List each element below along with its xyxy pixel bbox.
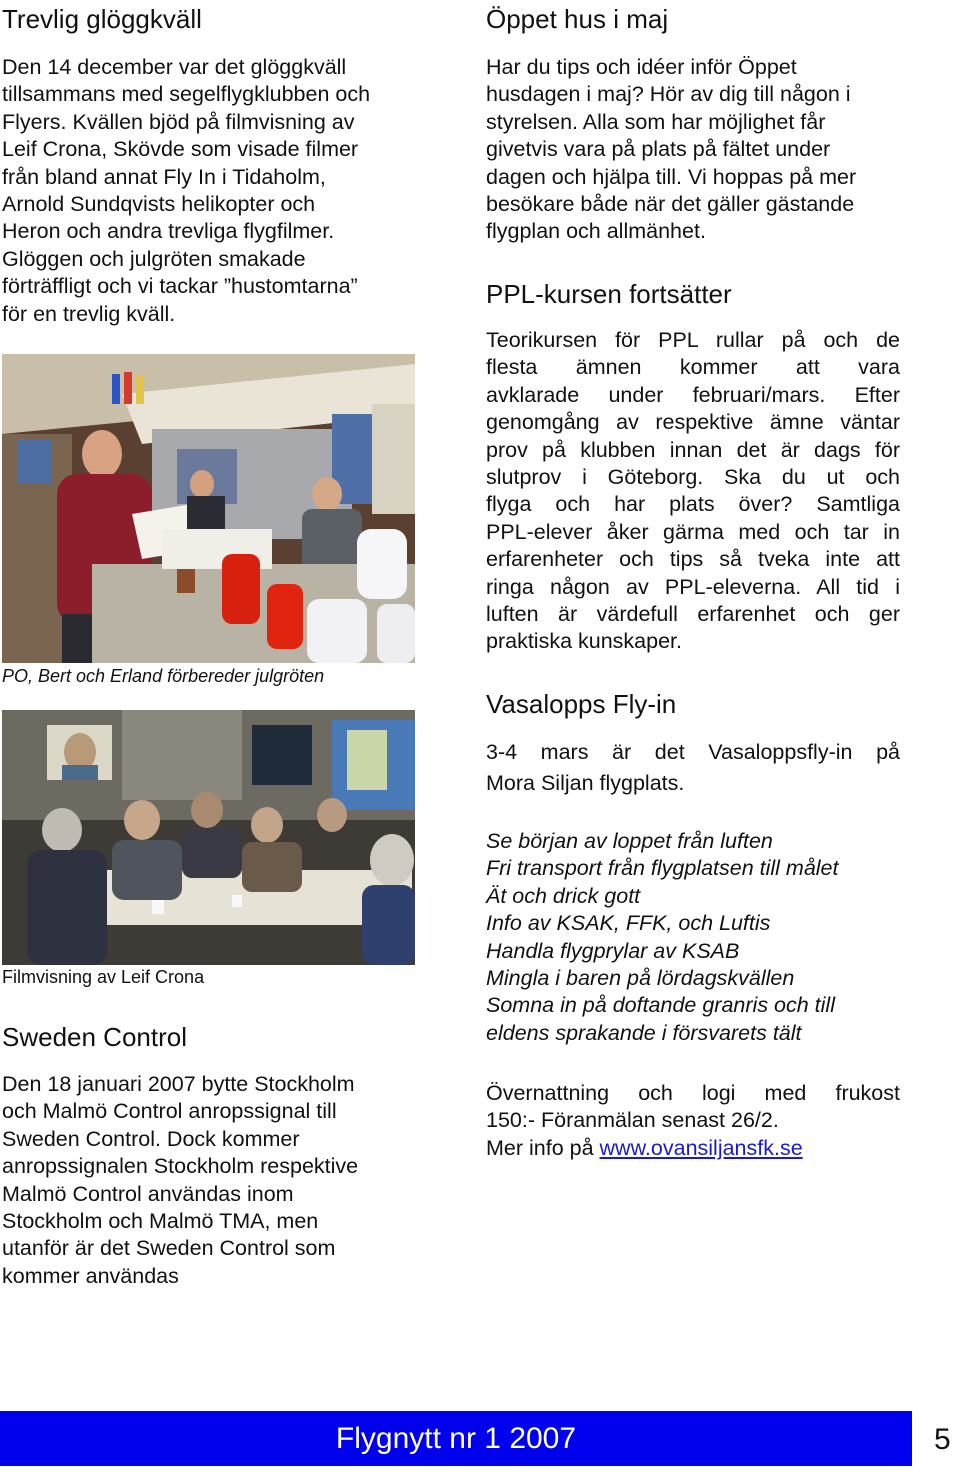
text-line: flesta ämnen kommer att vara bbox=[486, 355, 900, 380]
list-item: Handla flygprylar av KSAB bbox=[486, 938, 740, 963]
text-line: givetvis vara på plats på fältet under bbox=[486, 137, 831, 162]
list-item: Mingla i baren på lördagskvällen bbox=[486, 966, 795, 991]
footer-bar bbox=[0, 1411, 912, 1466]
heading-ppl: PPL-kursen fortsätter bbox=[486, 279, 732, 309]
list-item: Se början av loppet från luften bbox=[486, 829, 773, 853]
text-line: luften är värdefull erfarenhet och ger bbox=[486, 602, 900, 627]
heading-gloggkvall: Trevlig glöggkväll bbox=[2, 4, 202, 34]
text-line: besökare både när det gäller gästande bbox=[486, 192, 855, 217]
article-sweden-control bbox=[2, 1071, 442, 1290]
text-line: Den 18 januari 2007 bytte Stockholm bbox=[2, 1072, 355, 1096]
list-item: Somna in på doftande granris och till bbox=[486, 993, 835, 1018]
text-line: flyga och har plats över? Samtliga bbox=[486, 492, 900, 517]
text-line: tillsammans med segelflygklubben och bbox=[2, 82, 371, 107]
ovansiljansfk-link[interactable]: www.ovansiljansfk.se bbox=[599, 1135, 803, 1160]
text-line: Sweden Control. Dock kommer bbox=[2, 1126, 300, 1151]
text-line: avklarade under februari/mars. Efter bbox=[486, 382, 900, 407]
text-line: Leif Crona, Skövde som visade filmer bbox=[2, 137, 359, 162]
list-item: Info av KSAK, FFK, och Luftis bbox=[486, 911, 771, 936]
text-line: förträffligt och vi tackar ”hustomtarna” bbox=[2, 274, 358, 299]
vasalopp-activity-list bbox=[486, 828, 926, 1047]
text-line: Den 14 december var det glöggkväll bbox=[2, 55, 347, 79]
text-line: ringa någon av PPL-eleverna. All tid i bbox=[486, 574, 900, 599]
text-line: för en trevlig kväll. bbox=[2, 301, 176, 326]
text-line: styrelsen. Alla som har möjlighet får bbox=[486, 109, 826, 134]
article-gloggkvall bbox=[2, 54, 442, 328]
article-oppet-hus bbox=[486, 54, 900, 246]
article-vasalopp-intro bbox=[486, 737, 900, 799]
text-line: Mora Siljan flygplats. bbox=[486, 771, 685, 795]
list-item: Ät och drick gott bbox=[486, 883, 641, 908]
text-line: och Malmö Control anropssignal till bbox=[2, 1099, 337, 1124]
text-line: flygplan och allmänhet. bbox=[486, 219, 706, 244]
list-item: Fri transport från flygplatsen till målet bbox=[486, 856, 839, 881]
heading-vasalopp: Vasalopps Fly-in bbox=[486, 689, 677, 719]
text-line: Stockholm och Malmö TMA, men bbox=[2, 1209, 319, 1234]
photo-caption-julgrot: PO, Bert och Erland förbereder julgröten bbox=[2, 666, 325, 686]
text-line: dagen och hjälpa till. Vi hoppas på mer bbox=[486, 164, 857, 189]
text-line: prov på klubben innan det är dags för bbox=[486, 437, 900, 462]
text-line: kommer användas bbox=[2, 1263, 179, 1288]
text-line: erfarenheter och tips så tveka inte att bbox=[486, 547, 900, 572]
text-line: 150:- Föranmälan senast 26/2. bbox=[486, 1108, 779, 1133]
photo-caption-filmvisning: Filmvisning av Leif Crona bbox=[2, 967, 205, 987]
heading-sweden-control: Sweden Control bbox=[2, 1022, 187, 1052]
text-line: 3-4 mars är det Vasaloppsfly-in på bbox=[486, 740, 900, 764]
text-line: Har du tips och idéer inför Öppet bbox=[486, 55, 797, 79]
vasalopp-info bbox=[486, 1080, 900, 1162]
photo-filmvisning bbox=[2, 710, 415, 965]
text-line: Teorikursen för PPL rullar på och de bbox=[486, 328, 900, 352]
text-line: Malmö Control användas inom bbox=[2, 1181, 294, 1206]
text-line: Flyers. Kvällen bjöd på filmvisning av bbox=[2, 109, 355, 134]
text-line: PPL-elever åker gärma med och tar in bbox=[486, 519, 900, 544]
text-line: slutprov i Göteborg. Ska du ut och bbox=[486, 465, 900, 490]
text-line: husdagen i maj? Hör av dig till någon i bbox=[486, 82, 851, 107]
list-item: eldens sprakande i försvarets tält bbox=[486, 1020, 802, 1045]
more-info-prefix: Mer info på bbox=[486, 1135, 600, 1160]
text-line: praktiska kunskaper. bbox=[486, 629, 682, 654]
text-line: Övernattning och logi med frukost bbox=[486, 1081, 900, 1105]
article-ppl bbox=[486, 327, 900, 656]
footer-title: Flygnytt nr 1 2007 bbox=[335, 1422, 577, 1455]
more-info-line bbox=[486, 1135, 900, 1162]
text-line: från bland annat Fly In i Tidaholm, bbox=[2, 164, 326, 189]
photo-julgrot bbox=[2, 354, 415, 663]
text-line: anropssignalen Stockholm respektive bbox=[2, 1154, 359, 1179]
text-line: Heron och andra trevliga flygfilmer. bbox=[2, 219, 335, 244]
heading-oppet-hus: Öppet hus i maj bbox=[486, 4, 669, 34]
text-line: Glöggen och julgröten smakade bbox=[2, 246, 306, 271]
text-line: utanför är det Sweden Control som bbox=[2, 1236, 336, 1261]
text-line: genomgång av respektive ämne väntar bbox=[486, 410, 900, 435]
page-number: 5 bbox=[934, 1423, 951, 1456]
text-line: Arnold Sundqvists helikopter och bbox=[2, 192, 316, 217]
